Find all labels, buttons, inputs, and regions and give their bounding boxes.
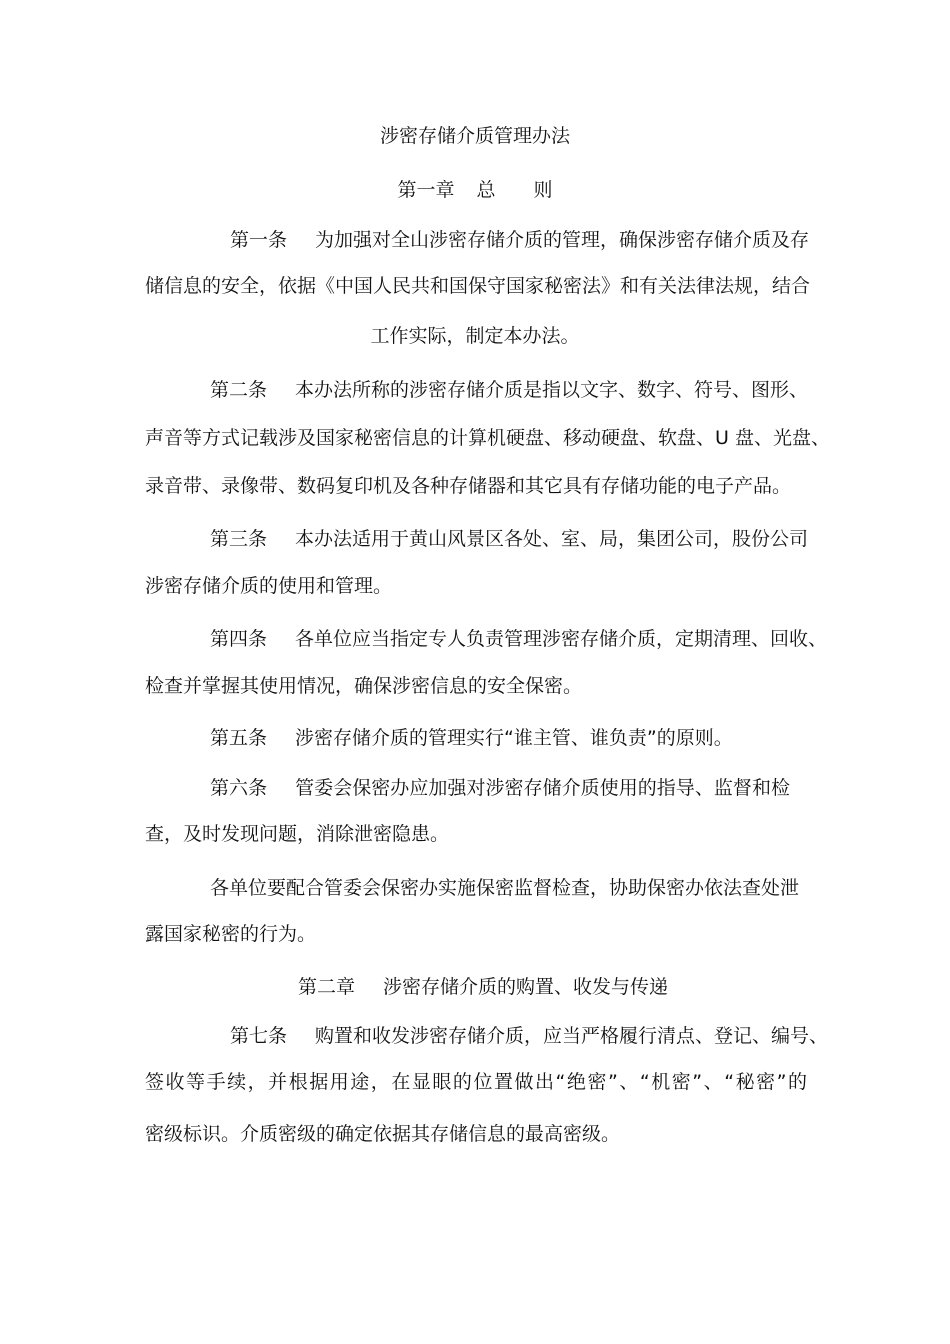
article-2-line-2: 声音等方式记载涉及国家秘密信息的计算机硬盘、移动硬盘、软盘、U 盘、光盘、 <box>145 427 830 449</box>
chapter-label: 第一章 <box>397 179 455 201</box>
paragraph-line-1: 各单位要配合管委会保密办实施保密监督检查，协助保密办依法查处泄 <box>210 877 800 899</box>
article-7-line-1: 第七条 购置和收发涉密存储介质，应当严格履行清点、登记、编号、 <box>230 1025 829 1047</box>
chapter-1-heading <box>0 178 950 202</box>
article-3-line-1: 第三条 本办法适用于黄山风景区各处、室、局，集团公司，股份公司 <box>210 528 809 550</box>
document-title: 涉密存储介质管理办法 <box>379 125 570 147</box>
chapter-title: 总 则 <box>476 179 553 201</box>
article-4-line-2: 检查并掌握其使用情况，确保涉密信息的安全保密。 <box>145 675 583 697</box>
paragraph-line-2: 露国家秘密的行为。 <box>145 923 317 945</box>
article-2-line-1: 第二条 本办法所称的涉密存储介质是指以文字、数字、符号、图形、 <box>210 379 809 401</box>
article-5-line-1: 第五条 涉密存储介质的管理实行“谁主管、谁负责”的原则。 <box>210 727 733 749</box>
article-label: 第四条 <box>210 628 268 650</box>
article-7-line-2: 签收等手续，并根据用途，在显眼的位置做出“绝密”、“机密”、“秘密”的 <box>145 1071 807 1093</box>
article-4-line-1: 第四条 各单位应当指定专人负责管理涉密存储介质，定期清理、回收、 <box>210 628 828 650</box>
article-label: 第三条 <box>210 528 268 550</box>
article-3-line-2: 涉密存储介质的使用和管理。 <box>145 575 393 597</box>
article-1-line-1: 第一条 为加强对全山涉密存储介质的管理，确保涉密存储介质及存 <box>230 229 810 251</box>
article-1-line-3: 工作实际，制定本办法。 <box>370 325 580 347</box>
article-6-line-1: 第六条 管委会保密办应加强对涉密存储介质使用的指导、监督和检 <box>210 777 790 799</box>
article-2-line-3: 录音带、录像带、数码复印机及各种存储器和其它具有存储功能的电子产品。 <box>145 475 792 497</box>
chapter-title: 涉密存储介质的购置、收发与传递 <box>383 976 669 998</box>
chapter-label: 第二章 <box>298 976 356 998</box>
article-label: 第一条 <box>230 229 288 251</box>
article-1-line-2: 储信息的安全，依据《中国人民共和国保守国家秘密法》和有关法律法规，结合 <box>145 275 811 297</box>
article-label: 第二条 <box>210 379 268 401</box>
chapter-2-heading <box>298 975 668 999</box>
article-label: 第七条 <box>230 1025 288 1047</box>
article-label: 第五条 <box>210 727 268 749</box>
article-label: 第六条 <box>210 777 268 799</box>
article-7-line-3: 密级标识。介质密级的确定依据其存储信息的最高密级。 <box>145 1123 621 1145</box>
article-6-line-2: 查，及时发现问题，消除泄密隐患。 <box>145 823 450 845</box>
